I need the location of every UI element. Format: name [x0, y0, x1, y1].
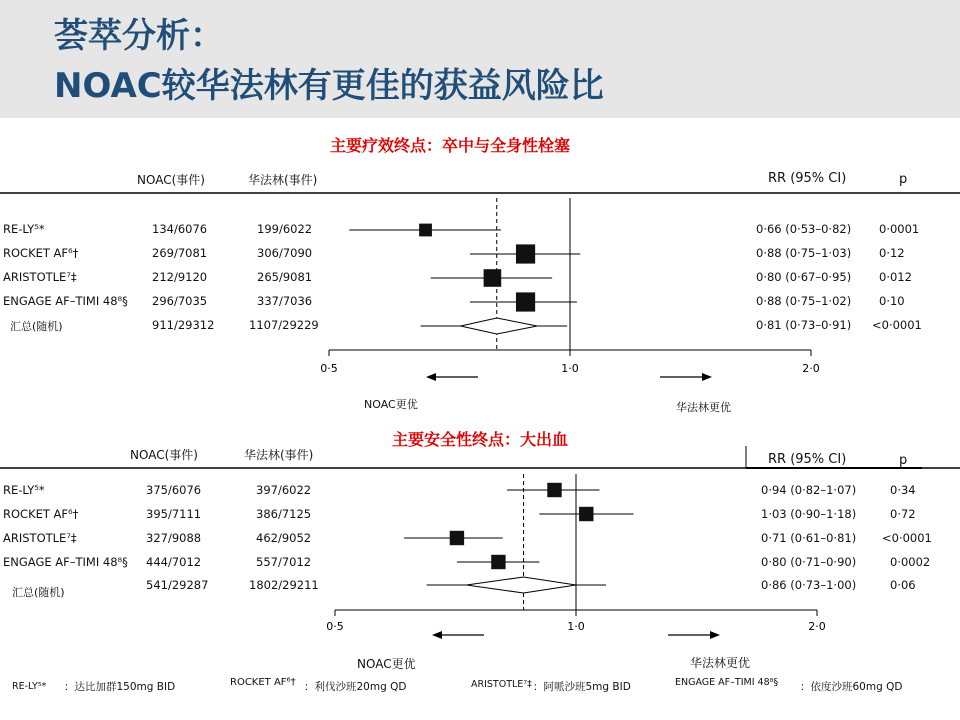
- row-rr: 0·80 (0·67–0·95): [756, 270, 852, 284]
- row-warfarin: 337/7036: [257, 294, 313, 308]
- safety-arrow-right: [668, 631, 720, 639]
- safety-col-p: p: [899, 453, 908, 468]
- row-rr: 0·86 (0·73–1·00): [761, 578, 857, 592]
- row-noac: 296/7035: [152, 294, 208, 308]
- efficacy-heading: 主要疗效终点：卒中与全身性栓塞: [330, 136, 571, 155]
- footnote-desc: ：阿哌沙班5mg BID: [533, 681, 631, 693]
- row-warfarin: 306/7090: [257, 246, 313, 260]
- row-noac: 541/29287: [146, 578, 209, 592]
- row-noac: 269/7081: [152, 246, 208, 260]
- row-rr: 0·88 (0·75–1·03): [756, 246, 852, 260]
- x-tick-label: 0·5: [326, 620, 344, 633]
- row-noac: 134/6076: [152, 222, 208, 236]
- estimate-square: [419, 224, 432, 237]
- row-noac: 375/6076: [146, 483, 202, 497]
- row-p: 0·012: [879, 270, 912, 284]
- row-study-pooled: 汇总(随机): [12, 586, 65, 599]
- safety-favors-warfarin: 华法林更优: [690, 656, 751, 670]
- row-warfarin: 557/7012: [256, 555, 312, 569]
- efficacy-col-p: p: [899, 172, 908, 187]
- estimate-square: [516, 292, 535, 311]
- pooled-diamond: [461, 318, 538, 334]
- estimate-square: [516, 244, 535, 263]
- row-study: ARISTOTLE⁷‡: [3, 270, 77, 284]
- row-study-pooled: 汇总(随机): [10, 320, 63, 333]
- efficacy-favors-warfarin: 华法林更优: [676, 401, 731, 414]
- x-tick-label: 0·5: [320, 362, 338, 375]
- row-p: <0·0001: [872, 318, 922, 332]
- footnote-study: ENGAGE AF–TIMI 48⁸§: [675, 677, 779, 688]
- slide-title-line-1: 荟萃分析：: [54, 16, 224, 56]
- row-p: 0·0001: [879, 222, 920, 236]
- row-warfarin: 462/9052: [256, 531, 312, 545]
- row-warfarin: 265/9081: [257, 270, 313, 284]
- x-tick-label: 1·0: [561, 362, 579, 375]
- footnote-study: ROCKET AF⁶†: [230, 677, 296, 688]
- pooled-diamond: [467, 577, 576, 593]
- row-rr: 0·94 (0·82–1·07): [761, 483, 857, 497]
- row-p: 0·72: [890, 507, 916, 521]
- efficacy-favors-noac: NOAC更优: [364, 398, 418, 411]
- efficacy-arrow-left: [426, 373, 478, 381]
- row-warfarin: 386/7125: [256, 507, 312, 521]
- safety-forest-plot: [326, 474, 826, 633]
- row-p: 0·0002: [890, 555, 931, 569]
- row-rr: 0·88 (0·75–1·02): [756, 294, 852, 308]
- row-warfarin: 1107/29229: [249, 318, 319, 332]
- row-study: ROCKET AF⁶†: [3, 246, 79, 260]
- safety-col-warfarin: 华法林(事件): [244, 448, 314, 462]
- x-tick-label: 2·0: [808, 620, 826, 633]
- safety-heading: 主要安全性终点：大出血: [392, 430, 569, 449]
- row-rr: 0·81 (0·73–0·91): [756, 318, 852, 332]
- safety-col-rr: RR (95% CI): [768, 452, 847, 467]
- footnote-study: RE-LY⁵*: [12, 681, 47, 692]
- row-noac: 444/7012: [146, 555, 202, 569]
- footnote-desc: ：利伐沙班20mg QD: [304, 681, 407, 693]
- row-study: ENGAGE AF–TIMI 48⁸§: [3, 294, 128, 308]
- row-noac: 327/9088: [146, 531, 202, 545]
- safety-col-noac: NOAC(事件): [130, 448, 198, 462]
- footnote-desc: ：达比加群150mg BID: [64, 681, 176, 693]
- row-warfarin: 397/6022: [256, 483, 312, 497]
- estimate-square: [491, 555, 505, 569]
- row-rr: 0·71 (0·61–0·81): [761, 531, 857, 545]
- estimate-square: [579, 507, 593, 521]
- row-p: <0·0001: [882, 531, 932, 545]
- safety-favors-noac: NOAC更优: [357, 657, 416, 671]
- row-p: 0·10: [879, 294, 905, 308]
- estimate-square: [547, 483, 561, 497]
- efficacy-col-noac: NOAC(事件): [137, 173, 205, 187]
- efficacy-col-rr: RR (95% CI): [768, 171, 847, 186]
- row-warfarin: 199/6022: [257, 222, 313, 236]
- row-study: ROCKET AF⁶†: [3, 507, 79, 521]
- row-rr: 1·03 (0·90–1·18): [761, 507, 857, 521]
- efficacy-forest-plot: [320, 198, 820, 375]
- footnote-desc: ：依度沙班60mg QD: [800, 681, 903, 693]
- row-p: 0·12: [879, 246, 905, 260]
- row-study: RE-LY⁵*: [3, 222, 45, 236]
- row-noac: 911/29312: [152, 318, 215, 332]
- safety-arrow-left: [432, 631, 484, 639]
- x-tick-label: 2·0: [802, 362, 820, 375]
- footnote-study: ARISTOTLE⁷‡: [471, 679, 532, 690]
- slide-title-line-2: NOAC较华法林有更佳的获益风险比: [54, 66, 604, 106]
- efficacy-arrow-right: [660, 373, 712, 381]
- efficacy-col-warfarin: 华法林(事件): [248, 173, 318, 187]
- row-rr: 0·66 (0·53–0·82): [756, 222, 852, 236]
- row-p: 0·34: [890, 483, 916, 497]
- estimate-square: [484, 269, 502, 287]
- row-noac: 395/7111: [146, 507, 202, 521]
- row-p: 0·06: [890, 578, 916, 592]
- row-warfarin: 1802/29211: [249, 578, 319, 592]
- row-study: ENGAGE AF–TIMI 48⁸§: [3, 555, 128, 569]
- row-study: ARISTOTLE⁷‡: [3, 531, 77, 545]
- row-noac: 212/9120: [152, 270, 208, 284]
- row-rr: 0·80 (0·71–0·90): [761, 555, 857, 569]
- x-tick-label: 1·0: [567, 620, 585, 633]
- estimate-square: [450, 531, 464, 545]
- row-study: RE-LY⁵*: [3, 483, 45, 497]
